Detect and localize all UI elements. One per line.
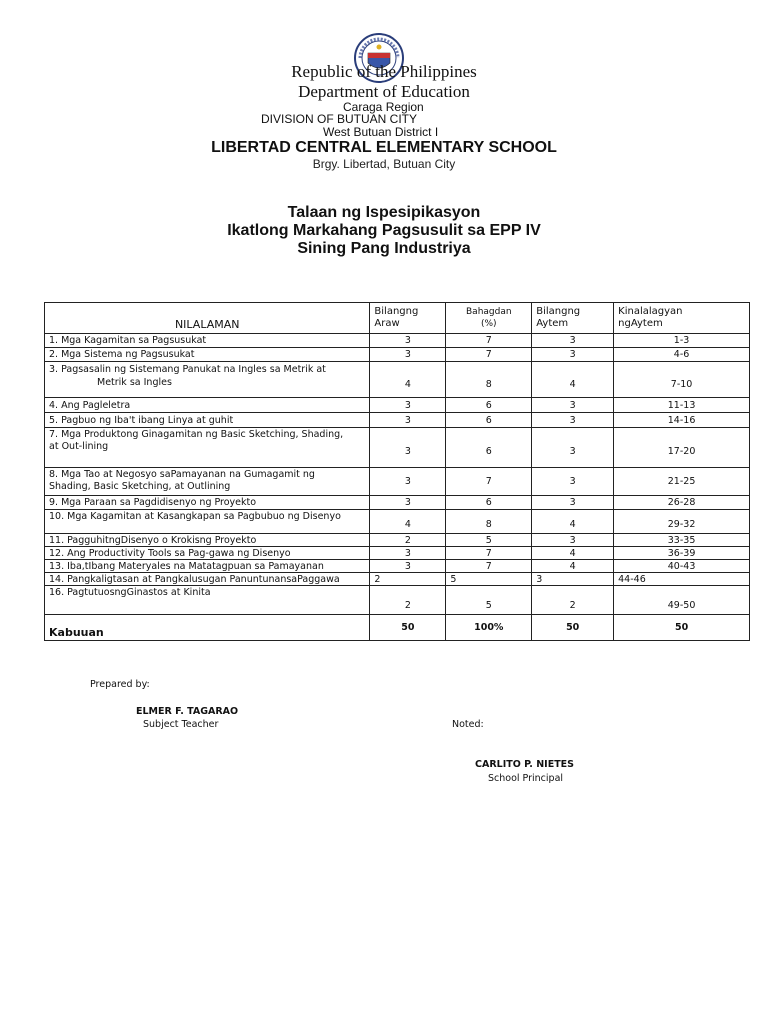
header-placement: Kinalalagyan ngAytem (614, 303, 750, 334)
table-row: 12. Ang Productivity Tools sa Pag-gawa ng Disenyo 3 7 4 36-39 (45, 547, 750, 560)
header-items: Bilangng Aytem (532, 303, 614, 334)
district-line: West Butuan District I (323, 125, 439, 139)
header-content: NILALAMAN (45, 303, 370, 334)
table-row: 2. Mga Sistema ng Pagsusukat 3 7 3 4-6 (45, 348, 750, 362)
noted-label: Noted: (452, 719, 484, 730)
table-row: 7. Mga Produktong Ginagamitan ng Basic Sketching, Shading, at Out-lining 3 6 3 17-20 (45, 428, 750, 468)
republic-line: Republic of the Philippines (291, 62, 477, 81)
table-row: 11. PagguhitngDisenyo o Krokisng Proyekto 2 5 3 33-35 (45, 534, 750, 547)
table-row: 8. Mga Tao at Negosyo saPamayanan na Gumagamit ng Shading, Basic Sketching, at Outlining 3 7 3 21-25 (45, 468, 750, 496)
table-row: 3. Pagsasalin ng Sistemang Panukat na Ingles sa Metrik at Metrik sa Ingles 4 8 4 7-10 (45, 362, 750, 398)
header-percent: Bahagdan (%) (446, 303, 532, 334)
division-line: DIVISION OF BUTUAN CITY (261, 112, 418, 126)
header-days: Bilangng Araw (370, 303, 446, 334)
preparer-title: Subject Teacher (143, 719, 219, 730)
doc-subtitle: Ikatlong Markahang Pagsusulit sa EPP IV (227, 222, 541, 239)
table-row: 10. Mga Kagamitan at Kasangkapan sa Pagbubuo ng Disenyo 4 8 4 29-32 (45, 510, 750, 534)
table-row: 9. Mga Paraan sa Pagdidisenyo ng Proyekto 3 6 3 26-28 (45, 496, 750, 510)
preparer-name: ELMER F. TAGARAO (136, 706, 239, 717)
table-row: 4. Ang Pagleletra 3 6 3 11-13 (45, 398, 750, 413)
school-address: Brgy. Libertad, Butuan City (312, 157, 456, 171)
department-line: Department of Education (298, 82, 470, 101)
table-header-row (45, 303, 750, 334)
prepared-by-label: Prepared by: (90, 679, 150, 690)
table-row: 1. Mga Kagamitan sa Pagsusukat 3 7 3 1-3 (45, 334, 750, 348)
table-row: 13. Iba,tIbang Materyales na Matatagpuan sa Pamayanan 3 7 4 40-43 (45, 560, 750, 573)
table-row: 16. PagtutuosngGinastos at Kinita 2 5 2 49-50 (45, 586, 750, 615)
table-total-row: Kabuuan 50 100% 50 50 (45, 615, 750, 641)
table-row: 5. Pagbuo ng Iba't ibang Linya at guhit 3 6 3 14-16 (45, 413, 750, 428)
doc-subject: Sining Pang Industriya (297, 240, 471, 257)
specification-table (44, 302, 750, 641)
school-name: LIBERTAD CENTRAL ELEMENTARY SCHOOL (211, 139, 557, 156)
principal-title: School Principal (488, 773, 564, 784)
doc-title: Talaan ng Ispesipikasyon (287, 204, 481, 221)
table-row: 14. Pangkaligtasan at Pangkalusugan PanuntunansaPaggawa 2 5 3 44-46 (45, 573, 750, 586)
principal-name: CARLITO P. NIETES (475, 759, 575, 770)
region-line: Caraga Region (343, 100, 424, 114)
